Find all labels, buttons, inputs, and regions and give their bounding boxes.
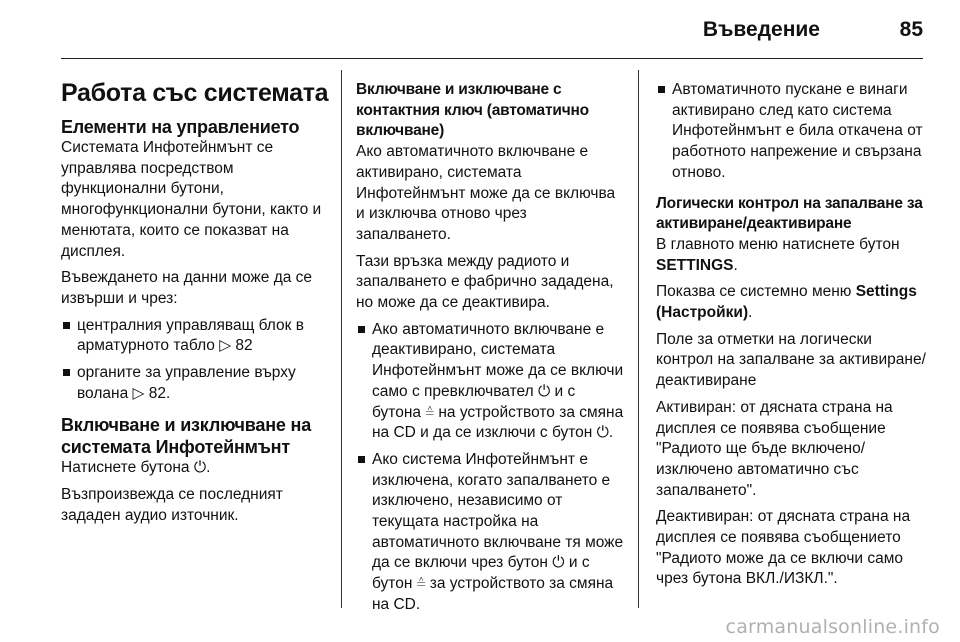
list-item-text: органите за управление върху волана ▷ 82. (77, 364, 296, 402)
column-divider-1 (341, 70, 342, 608)
list-item (356, 450, 624, 616)
paragraph: Възпроизвежда се последният зададен аудио източник. (61, 486, 283, 524)
list-item-text: Ако автоматичното включване е деактивирано, системата Инфотейнмънт може да се включи само с превключвател ⏻ и с бутона ≙ на устройството за смяна на CD и да се изключи с бутон ⏻. (372, 320, 624, 442)
paragraph (656, 235, 926, 276)
list-item-text: Автоматичното пускане е винаги активирано след като система Инфотейнмънт е била откачена от работното напрежение и свързана отново. (672, 81, 923, 181)
watermark: carmanualsonline.info (725, 616, 940, 638)
paragraph: Поле за отметки на логически контрол на запалване за активиране/деактивиране (656, 330, 926, 390)
paragraph: Ако автоматичното включване е активирано, системата Инфотейнмънт може да се включва и изключва отново чрез запалването. (356, 143, 616, 243)
bullet-square-icon (63, 369, 70, 376)
paragraph (656, 282, 926, 323)
column-3 (656, 80, 926, 596)
text: Показва се системно меню (656, 283, 856, 301)
page-number: 85 (899, 18, 923, 41)
list-item (656, 80, 926, 184)
paragraph: Системата Инфотейнмънт се управлява посредством функционални бутони, многофункционални бутони, както и менютата, които се показват на дисплея. (61, 139, 322, 260)
page-header-title: Въведение (702, 18, 820, 41)
list-item (61, 363, 329, 404)
list-item-text: Ако система Инфотейнмънт е изключена, когато запалването е изключено, независимо от текущата настройка на автоматичното включване тя може да се включи чрез бутон ⏻ и с бутон ≙ за устройството за смяна на CD. (372, 450, 624, 613)
page-title: Работа със системата (61, 79, 329, 107)
column-divider-2 (638, 70, 639, 608)
list-item-text: централния управляващ блок в арматурното табло ▷ 82 (77, 316, 304, 355)
column-2 (356, 80, 624, 622)
list-item (61, 316, 329, 357)
paragraph: Натиснете бутона ⏻. (61, 459, 211, 477)
section-heading-controls: Елементи на управлението (61, 117, 300, 137)
bullet-square-icon (358, 326, 365, 333)
text: В главното меню натиснете бутон (656, 235, 900, 253)
header-rule (61, 58, 923, 59)
settings-menu-label: Settings (Настройки) (656, 283, 917, 322)
paragraph: Тази връзка между радиото и запалването е фабрично зададена, но може да се деактивира. (356, 252, 614, 312)
text: . (748, 304, 753, 322)
bullet-square-icon (358, 456, 365, 463)
list-item (356, 320, 624, 444)
settings-button-label: SETTINGS (656, 256, 734, 274)
column-1 (61, 74, 329, 533)
text: . (733, 256, 738, 274)
paragraph: Въвеждането на данни може да се извърши и чрез: (61, 269, 313, 307)
section-heading-power: Включване и изключване на системата Инфотейнмънт (61, 415, 312, 458)
bullet-square-icon (63, 322, 70, 329)
paragraph: Деактивиран: от дясната страна на дисплея се появява съобщението "Радиото може да се включи само чрез бутона ВКЛ./ИЗКЛ.". (656, 508, 911, 588)
subsection-heading-ignition: Включване и изключване с контактния ключ (автоматично включване) (356, 81, 589, 140)
bullet-square-icon (658, 86, 665, 93)
paragraph: Активиран: от дясната страна на дисплея се появява съобщение "Радиото ще бъде включено/изключено автоматично със запалването". (656, 398, 893, 499)
subsection-heading-ignition-logic: Логически контрол на запалване за активиране/деактивиране (656, 194, 923, 233)
